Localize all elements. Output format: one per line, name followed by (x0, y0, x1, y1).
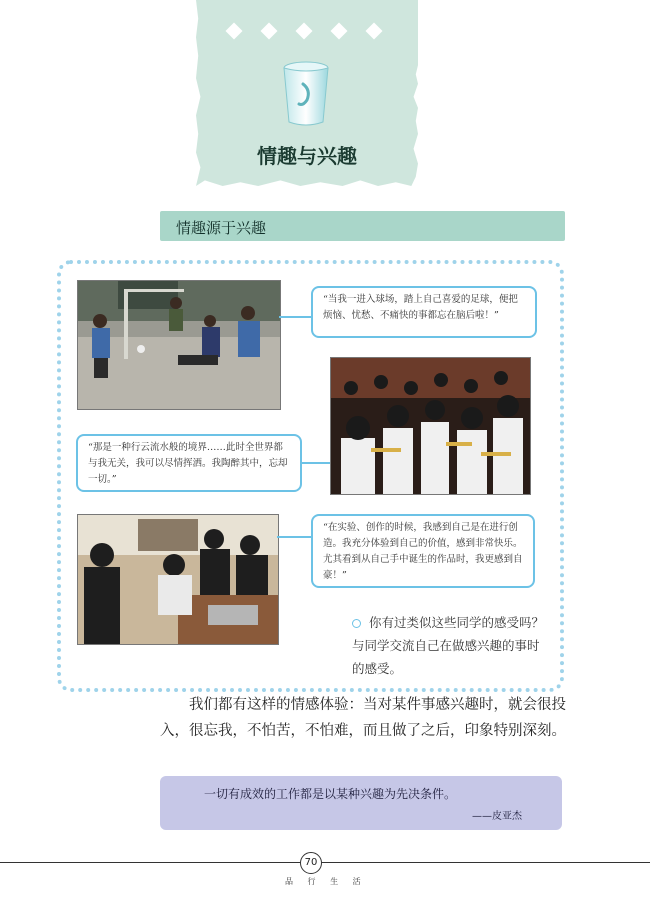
diamond-icon (226, 23, 243, 40)
experiment-photo (77, 514, 279, 645)
motto-box (160, 776, 562, 830)
section-title: 情趣源于兴趣 (176, 219, 267, 237)
soccer-photo (77, 280, 281, 410)
diamond-icon (296, 23, 313, 40)
motto-text: 一切有成效的工作都是以某种兴趣为先决条件。 (204, 787, 457, 801)
diamond-icon (366, 23, 383, 40)
reflection-question (352, 611, 548, 680)
question-text: 你有过类似这些同学的感受吗？与同学交流自己在做感兴趣的事时的感受。 (352, 615, 545, 676)
diamond-icon (261, 23, 278, 40)
body-paragraph: 我们都有这样的情感体验：当对某件事感兴趣时，就会很投入，很忘我，不怕苦，不怕难，而且做了之后，印象特别深刻。 (160, 697, 566, 739)
connector-line (300, 462, 330, 464)
band-photo (330, 357, 531, 495)
page-number: 70 (300, 852, 322, 874)
diamond-row (222, 24, 392, 38)
footer-label: 品 行 生 活 (285, 877, 367, 886)
cup-icon (281, 60, 331, 128)
connector-line (277, 536, 311, 538)
connector-line (279, 316, 311, 318)
quote-bubble-3: “在实验、创作的时候，我感到自己是在进行创造。我充分体验到自己的价值，感到非常快乐。尤其看到从自己手中诞生的作品时，我更感到自豪！” (311, 514, 535, 588)
bullet-circle-icon (352, 619, 361, 628)
motto-author: ——皮亚杰 (472, 811, 522, 822)
quote-bubble-1: “当我一进入球场，踏上自己喜爱的足球，便把烦恼、忧愁、不痛快的事都忘在脑后啦！” (311, 286, 537, 338)
footer-divider (0, 862, 650, 863)
section-banner (160, 211, 565, 241)
chapter-title: 情趣与兴趣 (257, 144, 357, 168)
quote-bubble-2: “那是一种行云流水般的境界……此时全世界都与我无关，我可以尽情挥洒。我陶醉其中，忘却一切。” (76, 434, 302, 492)
diamond-icon (331, 23, 348, 40)
